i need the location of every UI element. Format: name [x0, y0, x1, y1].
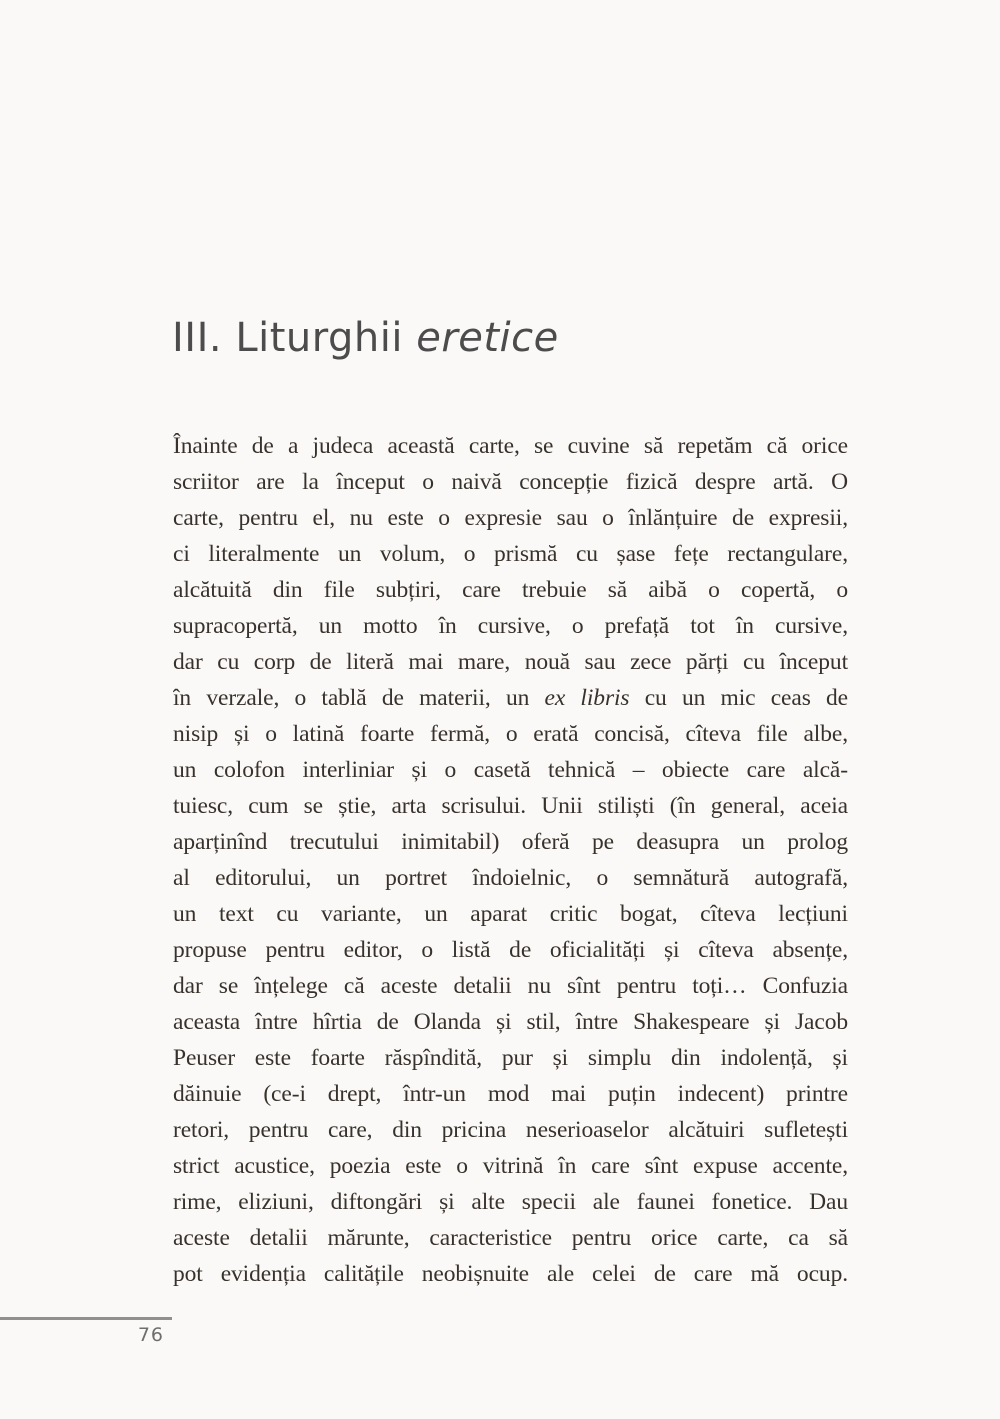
text-segment: Înainte de a judeca această carte, se cuvine să repetăm că orice [173, 433, 848, 459]
chapter-title-emphasis: eretice [416, 315, 559, 361]
text-segment: carte, pentru el, nu este o expresie sau o înlănțuire de expresii, [173, 505, 848, 531]
text-segment: cu un mic ceas de [629, 685, 848, 711]
text-line [173, 464, 848, 500]
text-segment: nisip și o latină foarte fermă, o erată concisă, cîteva file albe, [173, 721, 848, 747]
text-line [173, 824, 848, 860]
text-segment: supracopertă, un motto în cursive, o prefață tot în cursive, [173, 613, 848, 639]
text-line [173, 896, 848, 932]
text-segment: Peuser este foarte răspîndită, pur și simplu din indolență, și [173, 1045, 848, 1071]
chapter-heading [172, 316, 559, 360]
text-line [173, 1148, 848, 1184]
text-segment: strict acustice, poezia este o vitrină în care sînt expuse accente, [173, 1153, 848, 1179]
text-line [173, 968, 848, 1004]
text-segment: alcătuită din file subțiri, care trebuie să aibă o copertă, o [173, 577, 848, 603]
text-segment: al editorului, un portret îndoielnic, o semnătură autografă, [173, 865, 848, 891]
text-segment: dar se înțelege că aceste detalii nu sînt pentru toți… Confuzia [173, 973, 848, 999]
body-paragraph [173, 428, 848, 1292]
text-line [173, 1040, 848, 1076]
text-line [173, 644, 848, 680]
chapter-number: III. [172, 315, 223, 361]
text-line [173, 1220, 848, 1256]
text-segment: ci literalmente un volum, o prismă cu șase fețe rectangulare, [173, 541, 848, 567]
text-line [173, 1112, 848, 1148]
text-segment: aceasta între hîrtia de Olanda și stil, între Shakespeare și Jacob [173, 1009, 848, 1035]
text-line [173, 428, 848, 464]
chapter-title: Liturghii [235, 315, 403, 361]
text-segment: pot evidenția calitățile neobișnuite ale celei de care mă ocup. [173, 1261, 848, 1287]
text-line [173, 500, 848, 536]
text-segment: în verzale, o tablă de materii, un [173, 685, 545, 711]
text-segment: propuse pentru editor, o listă de oficialități și cîteva absențe, [173, 937, 848, 963]
text-line [173, 860, 848, 896]
text-line [173, 716, 848, 752]
text-segment: un colofon interliniar și o casetă tehnică – obiecte care alcă- [173, 757, 848, 783]
footer-rule [0, 1317, 172, 1320]
text-segment: tuiesc, cum se știe, arta scrisului. Unii stiliști (în general, aceia [173, 793, 848, 819]
text-line [173, 1184, 848, 1220]
text-segment: scriitor are la început o naivă concepție fizică despre artă. O [173, 469, 848, 495]
text-segment: aceste detalii mărunte, caracteristice pentru orice carte, ca să [173, 1225, 848, 1251]
text-line [173, 536, 848, 572]
text-line [173, 788, 848, 824]
text-line [173, 608, 848, 644]
text-segment: dar cu corp de literă mai mare, nouă sau zece părți cu început [173, 649, 848, 675]
text-line [173, 1256, 848, 1292]
text-segment: aparținînd trecutului inimitabil) oferă pe deasupra un prolog [173, 829, 848, 855]
text-segment: rime, eliziuni, diftongări și alte specii ale faunei fonetice. Dau [173, 1189, 848, 1215]
text-line [173, 572, 848, 608]
text-line [173, 1004, 848, 1040]
text-line [173, 680, 848, 716]
text-segment: dăinuie (ce-i drept, într-un mod mai puțin indecent) printre [173, 1081, 848, 1107]
text-segment: retori, pentru care, din pricina neserioaselor alcătuiri sufletești [173, 1117, 848, 1143]
text-line [173, 752, 848, 788]
text-segment: un text cu variante, un aparat critic bogat, cîteva lecțiuni [173, 901, 848, 927]
italic-phrase: ex libris [544, 685, 630, 711]
page-number: 76 [137, 1324, 164, 1346]
text-line [173, 1076, 848, 1112]
text-line [173, 932, 848, 968]
